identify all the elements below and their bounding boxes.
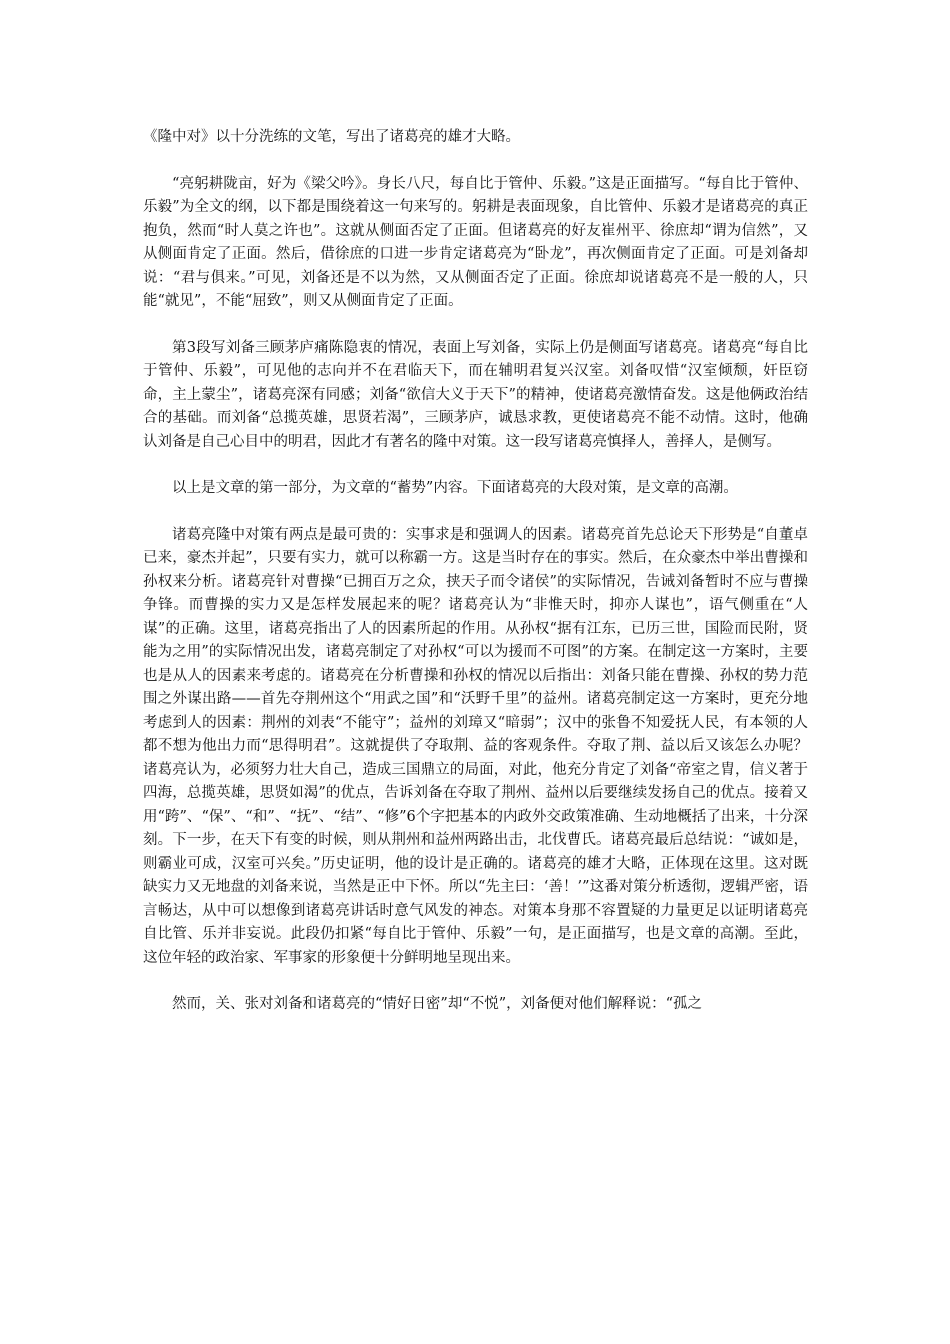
document-body	[143, 126, 808, 1017]
paragraph-analysis-2: 第3段写刘备三顾茅庐痛陈隐衷的情况，表面上写刘备，实际上仍是侧面写诸葛亮。诸葛亮“每自比于管仲、乐毅”，可见他的志向并不在君临天下，而在辅明君复兴汉室。刘备叹惜“汉室倾颓，奸臣窃命，主上蒙尘”，诸葛亮深有同感；刘备“欲信大义于天下”的精神，使诸葛亮激情奋发。这是他俩政治结合的基础。而刘备“总揽英雄，思贤若渴”，三顾茅庐，诚恳求教，更使诸葛亮不能不动情。这时，他确认刘备是自己心目中的明君，因此才有著名的隆中对策。这一段写诸葛亮慎择人，善择人，是侧写。	[143, 339, 808, 450]
paragraph-transition: 以上是文章的第一部分，为文章的“蓄势”内容。下面诸葛亮的大段对策，是文章的高潮。	[172, 480, 738, 496]
paragraph-gap	[143, 454, 808, 477]
paragraph-gap	[143, 501, 808, 524]
paragraph-gap	[143, 970, 808, 993]
paragraph-strategy: 诸葛亮隆中对策有两点是最可贵的：实事求是和强调人的因素。诸葛亮首先总论天下形势是“自董卓已来，豪杰并起”，只要有实力，就可以称霸一方。这是当时存在的事实。然后，在众豪杰中举出曹操和孙权来分析。诸葛亮针对曹操“已拥百万之众，挟天子而令诸侯”的实际情况，告诫刘备暂时不应与曹操争锋。而曹操的实力又是怎样发展起来的呢？诸葛亮认为“非惟天时，抑亦人谋也”，语气侧重在“人谋”的正确。这里，诸葛亮指出了人的因素所起的作用。从孙权“据有江东，已历三世，国险而民附，贤能为之用”的实际情况出发，诸葛亮制定了对孙权“可以为援而不可图”的方案。在制定这一方案时，主要也是从人的因素来考虑的。诸葛亮在分析曹操和孙权的情况以后指出：刘备只能在曹操、孙权的势力范围之外谋出路——首先夺荆州这个“用武之国”和“沃野千里”的益州。诸葛亮制定这一方案时，更充分地考虑到人的因素：荆州的刘表“不能守”；益州的刘璋又“暗弱”；汉中的张鲁不知爱抚人民，有本领的人都不想为他出力而“思得明君”。这就提供了夺取荆、益的客观条件。夺取了荆、益以后又该怎么办呢？诸葛亮认为，必须努力壮大自己，造成三国鼎立的局面，对此，他充分肯定了刘备“帝室之胄，信义著于四海，总揽英雄，思贤如渴”的优点，告诉刘备在夺取了荆州、益州以后要继续发扬自己的优点。接着又用“跨”、“保”、“和”、“抚”、“结”、“修”6个字把基本的内政外交政策准确、生动地概括了出来，十分深刻。下一步，在天下有变的时候，则从荆州和益州两路出击，北伐曹氏。诸葛亮最后总结说：“诚如是，则霸业可成，汉室可兴矣。”历史证明，他的设计是正确的。诸葛亮的雄才大略，正体现在这里。这对既缺实力又无地盘的刘备来说，当然是正中下怀。所以“先主曰：‘善！’”这番对策分析透彻，逻辑严密，语言畅达，从中可以想像到诸葛亮讲话时意气风发的神态。对策本身那不容置疑的力量更足以证明诸葛亮自比管、乐并非妄说。此段仍扣紧“每自比于管仲、乐毅”一句，是正面描写，也是文章的高潮。至此，这位年轻的政治家、军事家的形象便十分鲜明地呈现出来。	[143, 526, 808, 966]
paragraph-analysis-1: “亮躬耕陇亩，好为《梁父吟》。身长八尺，每自比于管仲、乐毅。”这是正面描写。“每自比于管仲、乐毅”为全文的纲，以下都是围绕着这一句来写的。躬耕是表面现象，自比管仲、乐毅才是诸葛亮的真正抱负，然而“时人莫之许也”。这就从侧面否定了正面。但诸葛亮的好友崔州平、徐庶却“谓为信然”，又从侧面肯定了正面。然后，借徐庶的口进一步肯定诸葛亮为“卧龙”，再次侧面肯定了正面。可是刘备却说：“君与俱来。”可见，刘备还是不以为然，又从侧面否定了正面。徐庶却说诸葛亮不是一般的人，只能“就见”，不能“屈致”，则又从侧面肯定了正面。	[143, 175, 808, 309]
paragraph-intro: 《隆中对》以十分洗练的文笔，写出了诸葛亮的雄才大略。	[143, 129, 520, 145]
paragraph-closing: 然而，关、张对刘备和诸葛亮的“情好日密”却“不悦”，刘备便对他们解释说：“孤之	[172, 996, 703, 1012]
paragraph-gap	[143, 150, 808, 173]
paragraph-gap	[143, 314, 808, 337]
